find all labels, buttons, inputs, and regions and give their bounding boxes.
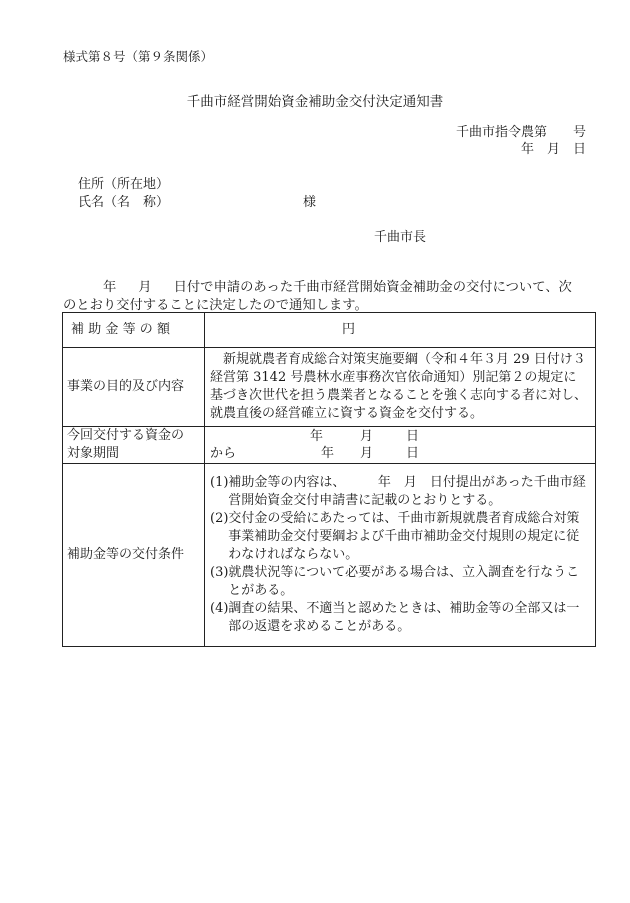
body-line-1-text: 日付で申請のあった千曲市経営開始資金補助金の交付について、次 bbox=[173, 280, 572, 295]
body-line-2: のとおり交付することに決定したので通知します。 bbox=[63, 298, 368, 313]
recipient-name-label: 氏名（名 称） bbox=[78, 195, 170, 210]
period-end bbox=[210, 445, 595, 462]
body-line-1 bbox=[63, 276, 572, 295]
period-start-month: 月 bbox=[360, 429, 374, 444]
period-label bbox=[63, 427, 205, 464]
recipient-honorific: 様 bbox=[303, 195, 317, 210]
body-year: 年 bbox=[103, 280, 117, 295]
sender-mayor: 千曲市長 bbox=[374, 230, 427, 245]
conditions-cell bbox=[205, 464, 596, 647]
condition-item: (1)補助金等の内容は、 年 月 日付提出があった千曲市経営開始資金交付申請書に記載のとおりとする。 bbox=[210, 475, 586, 508]
reference-number: 千曲市指令農第 号 bbox=[455, 125, 586, 140]
amount-label: 補助金等の額 bbox=[63, 313, 205, 348]
period-from: から bbox=[210, 446, 237, 461]
period-row bbox=[63, 427, 596, 464]
condition-item: (3)就農状況等について必要がある場合は、立入調査を行なうことがある。 bbox=[210, 565, 580, 598]
document-title: 千曲市経営開始資金補助金交付決定通知書 bbox=[186, 94, 444, 110]
period-label-line-1: 今回交付する資金の bbox=[67, 428, 185, 443]
condition-item: (2)交付金の受給にあたっては、千曲市新規就農者育成総合対策事業補助金交付要綱および千曲市補助金交付規則の規定に従わなければならない。 bbox=[210, 511, 580, 562]
body-month: 月 bbox=[138, 280, 152, 295]
purpose-row bbox=[63, 348, 596, 427]
period-start bbox=[210, 428, 595, 445]
period-label-line-2: 対象期間 bbox=[67, 446, 120, 461]
reference-date: 年 月 日 bbox=[520, 142, 586, 157]
period-start-day: 日 bbox=[406, 429, 420, 444]
amount-unit: 円 bbox=[342, 322, 356, 337]
recipient-address-label: 住所（所在地） bbox=[78, 177, 170, 192]
amount-row bbox=[63, 313, 596, 348]
period-end-day: 日 bbox=[406, 446, 420, 461]
grant-details-table bbox=[62, 312, 596, 647]
period-start-year: 年 bbox=[310, 429, 324, 444]
amount-cell bbox=[205, 313, 596, 348]
period-end-month: 月 bbox=[360, 446, 374, 461]
condition-item: (4)調査の結果、不適当と認めたときは、補助金等の全部又は一部の返還を求めることがある。 bbox=[210, 601, 580, 634]
period-end-year: 年 bbox=[321, 446, 335, 461]
form-number: 様式第８号（第９条関係） bbox=[63, 49, 214, 64]
purpose-label: 事業の目的及び内容 bbox=[63, 348, 205, 427]
purpose-text: 新規就農者育成総合対策実施要綱（令和４年３月 29 日付け３経営第 3142 号農林水産事務次官依命通知）別記第２の規定に基づき次世代を担う農業者となることを強く志向する者に対し、就農直後の経営確立に資する資金を交付する。 bbox=[205, 348, 596, 427]
period-cell bbox=[205, 427, 596, 464]
conditions-label: 補助金等の交付条件 bbox=[63, 464, 205, 647]
conditions-row bbox=[63, 464, 596, 647]
